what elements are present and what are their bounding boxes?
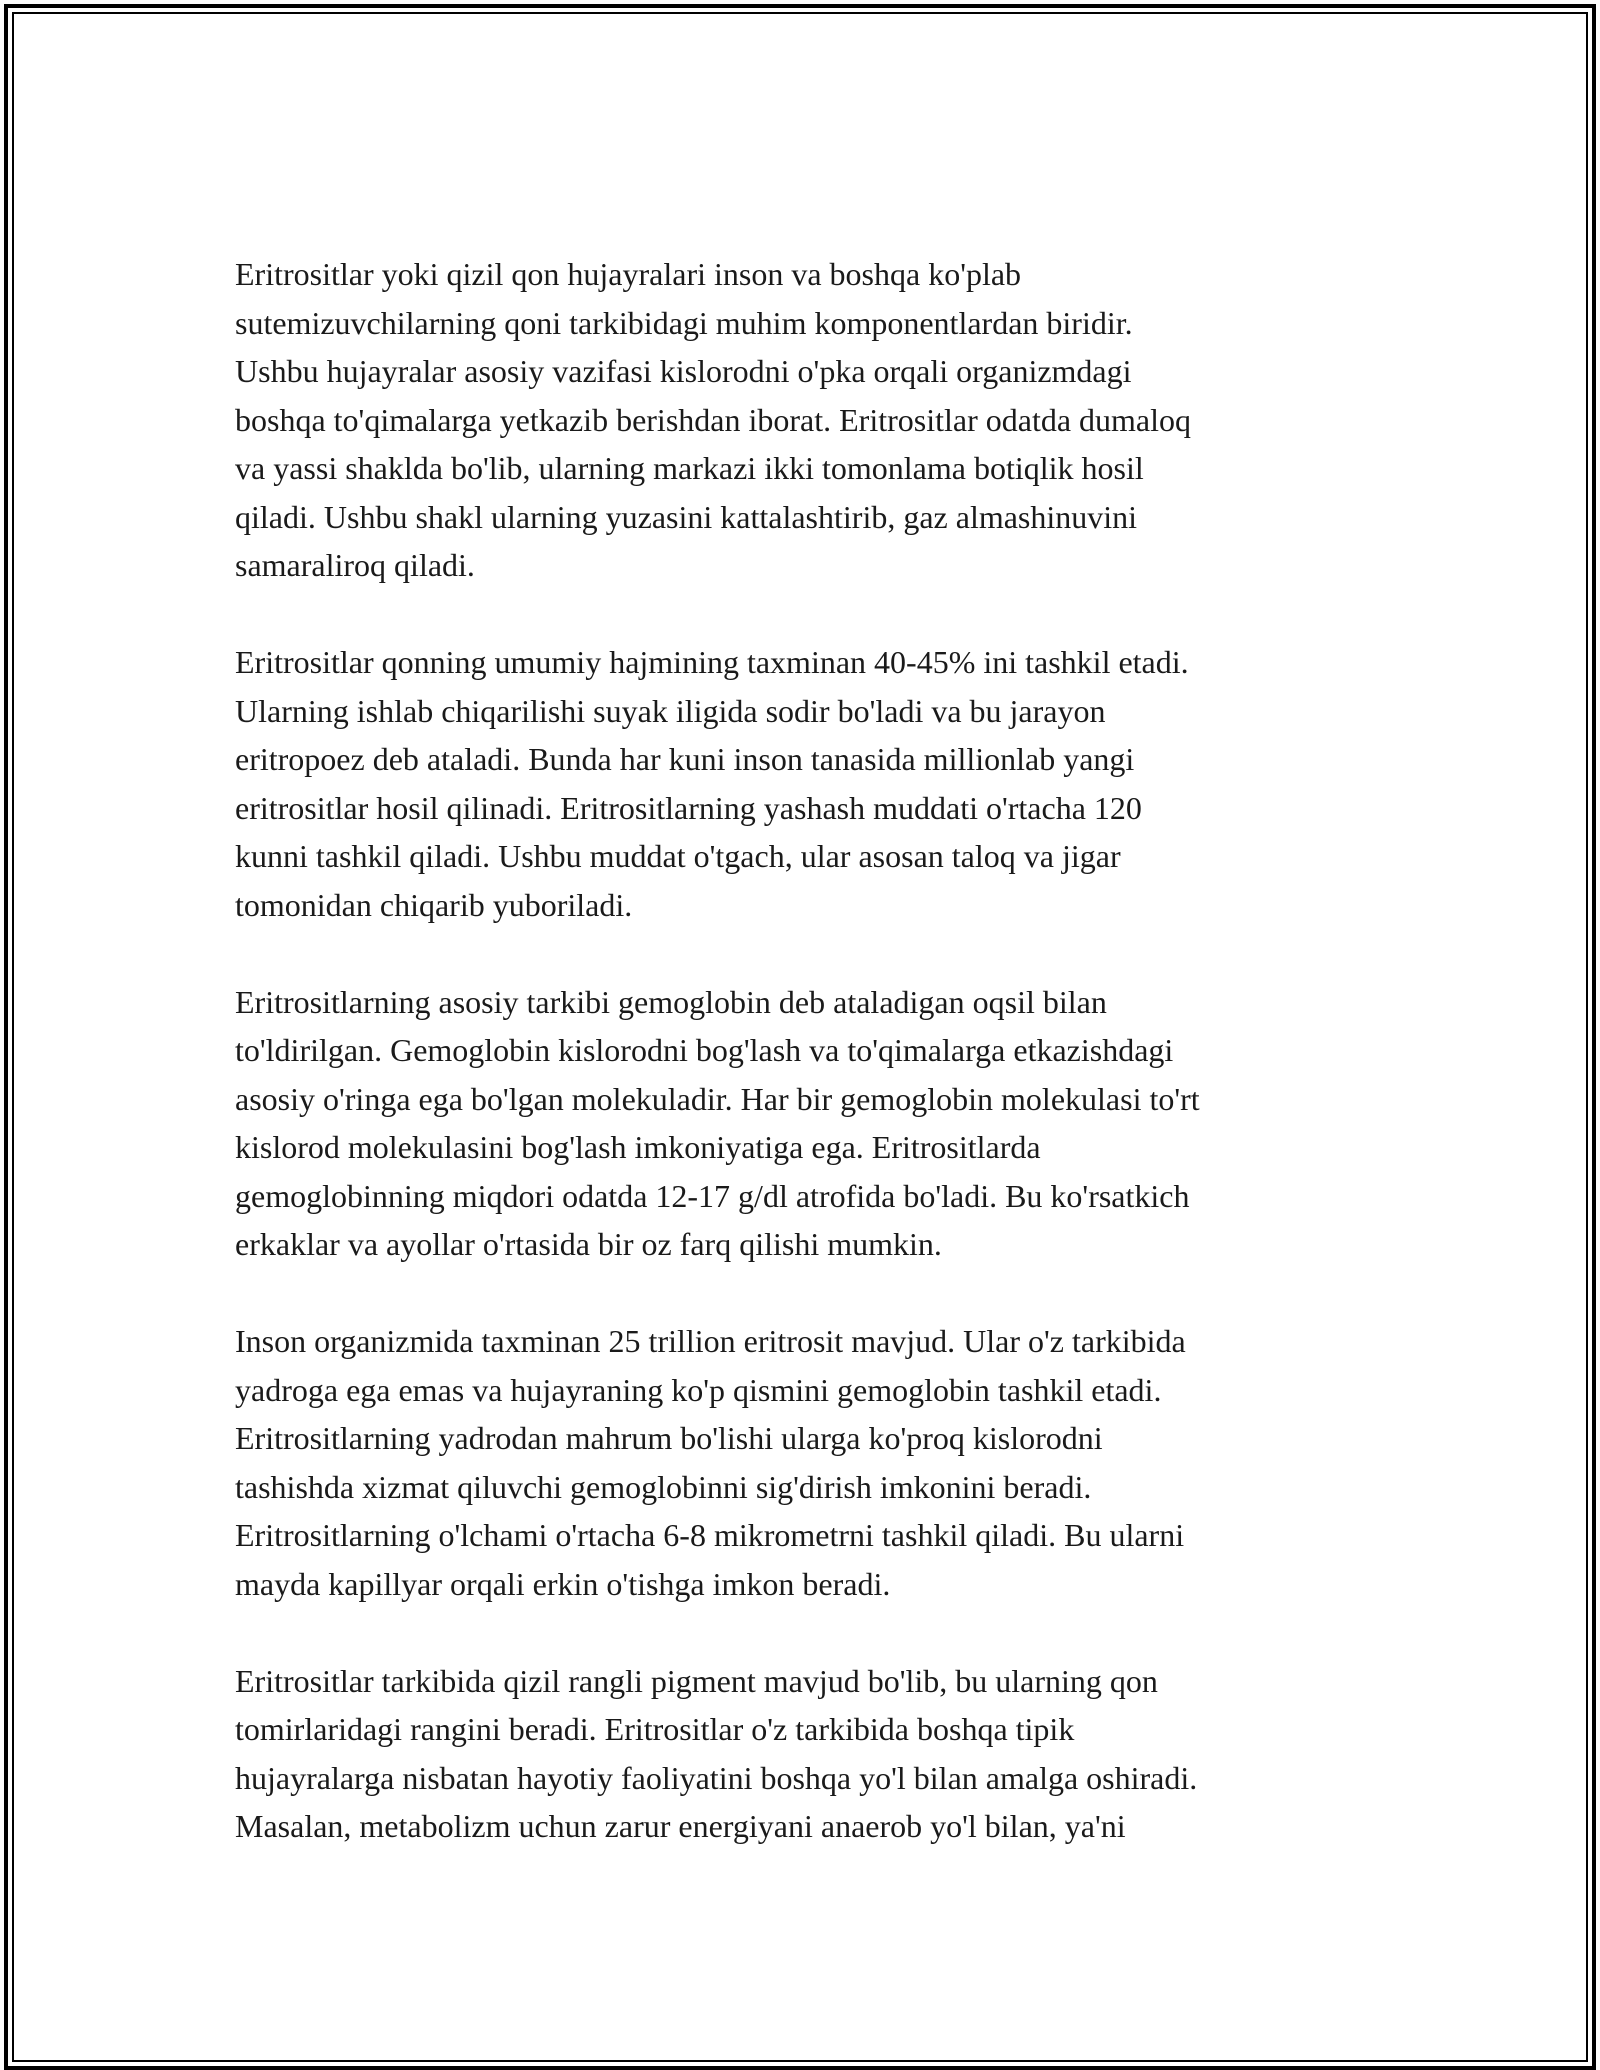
paragraph-3: Eritrositlarning asosiy tarkibi gemoglobin deb ataladigan oqsil bilan to'ldirilgan. Gemoglobin kislorodni bog'lash va to'qimalarga etkazishdagi asosiy o'ringa ega bo'lgan molekuladir. Har bir gemoglobin molekulasi to'rt kislorod molekulasini bog'lash imkoniyatiga ega. Eritrositlarda gemoglobinning miqdori odatda 12-17 g/dl atrofida bo'ladi. Bu ko'rsatkich erkaklar va ayollar o'rtasida bir oz farq qilishi mumkin. xyxy=(235,983,1200,1262)
paragraph-1: Eritrositlar yoki qizil qon hujayralari inson va boshqa ko'plab sutemizuvchilarning qoni tarkibidagi muhim komponentlardan biridir. Ushbu hujayralar asosiy vazifasi kislorodni o'pka orqali organizmdagi boshqa to'qimalarga yetkazib berishdan iborat. Eritrositlar odatda dumaloq va yassi shaklda bo'lib, ularning markazi ikki tomonlama botiqlik hosil qiladi. Ushbu shakl ularning yuzasini kattalashtirib, gaz almashinuvini samaraliroq qiladi. xyxy=(235,256,1192,583)
paragraph-2: Eritrositlar qonning umumiy hajmining taxminan 40-45% ini tashkil etadi. Ularning ishlab chiqarilishi suyak iligida sodir bo'ladi va bu jarayon eritropoez deb ataladi. Bunda har kuni inson tanasida millionlab yangi eritrositlar hosil qilinadi. Eritrositlarning yashash muddati o'rtacha 120 kunni tashkil qiladi. Ushbu muddat o'tgach, ular asosan taloq va jigar tomonidan chiqarib yuboriladi. xyxy=(235,644,1189,923)
paragraph-5: Eritrositlar tarkibida qizil rangli pigment mavjud bo'lib, bu ularning qon tomirlaridagi rangini beradi. Eritrositlar o'z tarkibida boshqa tipik hujayralarga nisbatan hayotiy faoliyatini boshqa yo'l bilan amalga oshiradi. Masalan, metabolizm uchun zarur energiyani anaerob yo'l bilan, ya'ni xyxy=(235,1662,1198,1844)
document-body xyxy=(235,250,1365,1899)
paragraph-4: Inson organizmida taxminan 25 trillion eritrosit mavjud. Ular o'z tarkibida yadroga ega emas va hujayraning ko'p qismini gemoglobin tashkil etadi. Eritrositlarning yadrodan mahrum bo'lishi ularga ko'proq kislorodni tashishda xizmat qiluvchi gemoglobinni sig'dirish imkonini beradi. Eritrositlarning o'lchami o'rtacha 6-8 mikrometrni tashkil qiladi. Bu ularni mayda kapillyar orqali erkin o'tishga imkon beradi. xyxy=(235,1323,1186,1602)
